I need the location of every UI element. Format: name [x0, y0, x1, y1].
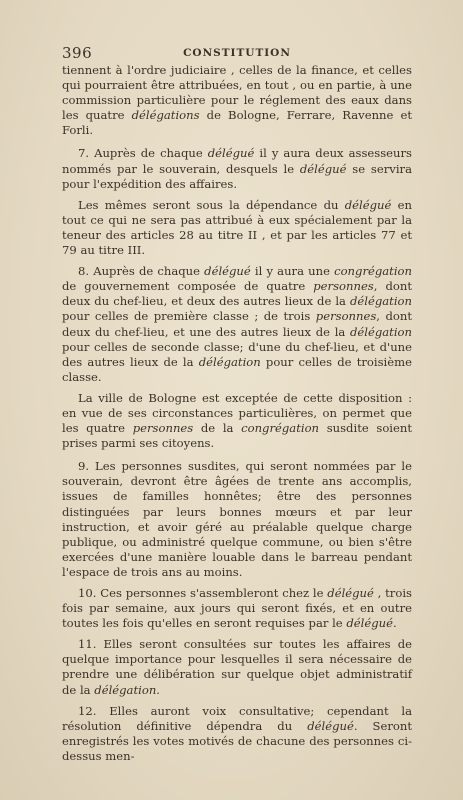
text-run: susdite soient prises parmi ses citoyens. — [62, 421, 412, 451]
italic-term: délégué — [204, 264, 251, 279]
italic-term: délégation. — [94, 682, 160, 697]
article-8 — [62, 264, 412, 385]
article-11 — [62, 637, 412, 697]
article-12 — [62, 704, 412, 764]
italic-term: délégué — [307, 718, 354, 733]
italic-term: délégué. — [346, 616, 397, 631]
article-7 — [62, 146, 412, 191]
italic-term: personnes — [315, 309, 377, 324]
text-run: tiennent à l'ordre judiciaire , celles de la finance, et celles qui pourraient être attribuées, en tout , ou en partie, à une commission particulière pour le réglement des eaux dans les quatre — [62, 63, 412, 123]
text-run: , trois fois par semaine, aux jours qui seront fixés, et en outre toutes les fois qu'elles en seront requises par le — [62, 586, 412, 631]
italic-term: délégué — [327, 586, 374, 600]
body-text — [62, 63, 412, 770]
text-run: pour celles de seconde classe; d'une du chef-lieu, et d'une des autres lieux de la — [62, 339, 412, 369]
article-10 — [62, 586, 412, 631]
text-run: de la — [193, 421, 242, 436]
text-run: . Seront enregistrés les votes motivés de chacune des personnes ci-dessus men- — [62, 718, 412, 763]
text-run: 10. Ces personnes s'assembleront chez le — [78, 586, 328, 600]
text-run: La ville de Bologne est exceptée de cette disposition : en vue de ses circonstances particulières, on permet que les quatre — [62, 390, 412, 436]
italic-term: délégué — [299, 161, 347, 176]
italic-term: personnes — [132, 421, 194, 436]
text-run: 11. Elles seront consultées sur toutes les affaires de quelque importance pour lesquelles il sera nécessaire de prendre une délibération sur quelque objet administratif de la — [62, 637, 412, 697]
text-run: de Bologne, Ferrare, Ravenne et Forli. — [62, 108, 412, 138]
text-run: de gouvernement composée de quatre — [62, 279, 314, 294]
article-7-continuation — [62, 198, 412, 258]
paragraph-continuation — [62, 63, 412, 138]
text-run: se servira pour l'expédition des affaires. — [62, 161, 412, 191]
article-9 — [62, 459, 412, 580]
italic-term: délégations — [131, 108, 200, 123]
italic-term: délégué — [344, 197, 392, 212]
italic-term: délégation — [350, 324, 412, 339]
text-run: 7. Auprès de chaque — [78, 146, 208, 161]
italic-term: congrégation — [241, 421, 320, 436]
italic-term: délégation — [198, 354, 261, 369]
text-run: Les mêmes seront sous la dépendance du — [78, 197, 345, 212]
page-number: 396 — [62, 44, 93, 62]
text-run: 8. Auprès de chaque — [78, 264, 205, 279]
italic-term: congrégation — [334, 264, 412, 279]
text-run: il y aura deux assesseurs nommés par le souverain, desquels le — [62, 146, 413, 176]
italic-term: personnes — [313, 279, 374, 294]
text-run: , dont deux du chef-lieu, et deux des autres lieux de la — [62, 279, 412, 309]
text-run: pour celles de première classe ; de trois — [62, 309, 316, 324]
text-run: , dont deux du chef-lieu, et une des autres lieux de la — [62, 309, 412, 339]
article-8-continuation — [62, 391, 412, 451]
running-head: CONSTITUTION — [183, 47, 291, 59]
text-run: il y aura une — [250, 264, 335, 279]
italic-term: délégation — [350, 294, 412, 309]
text-run: en tout ce qui ne sera pas attribué à eux spécialement par la teneur des articles 28 au titre II , et par les articles 77 et 79 au titre III. — [62, 197, 413, 258]
text-run: 12. Elles auront voix consultative; cependant la résolution définitive dépendra du — [62, 703, 412, 733]
page-header — [62, 44, 412, 62]
text-run: pour celles de troisième classe. — [62, 354, 412, 384]
text-run: 9. Les personnes susdites, qui seront nommées par le souverain, devront être âgées de trente ans accomplis, issues de familles honnêtes; être des personnes distinguées par leurs bonnes mœurs et par leur instruction, et avoir géré au préalable quelque charge publique, ou administré quelque commune, ou bien s'être exercées d'une manière louable dans le barreau pendant l'espace de trois ans au moins. — [62, 459, 412, 579]
italic-term: délégué — [207, 146, 255, 161]
